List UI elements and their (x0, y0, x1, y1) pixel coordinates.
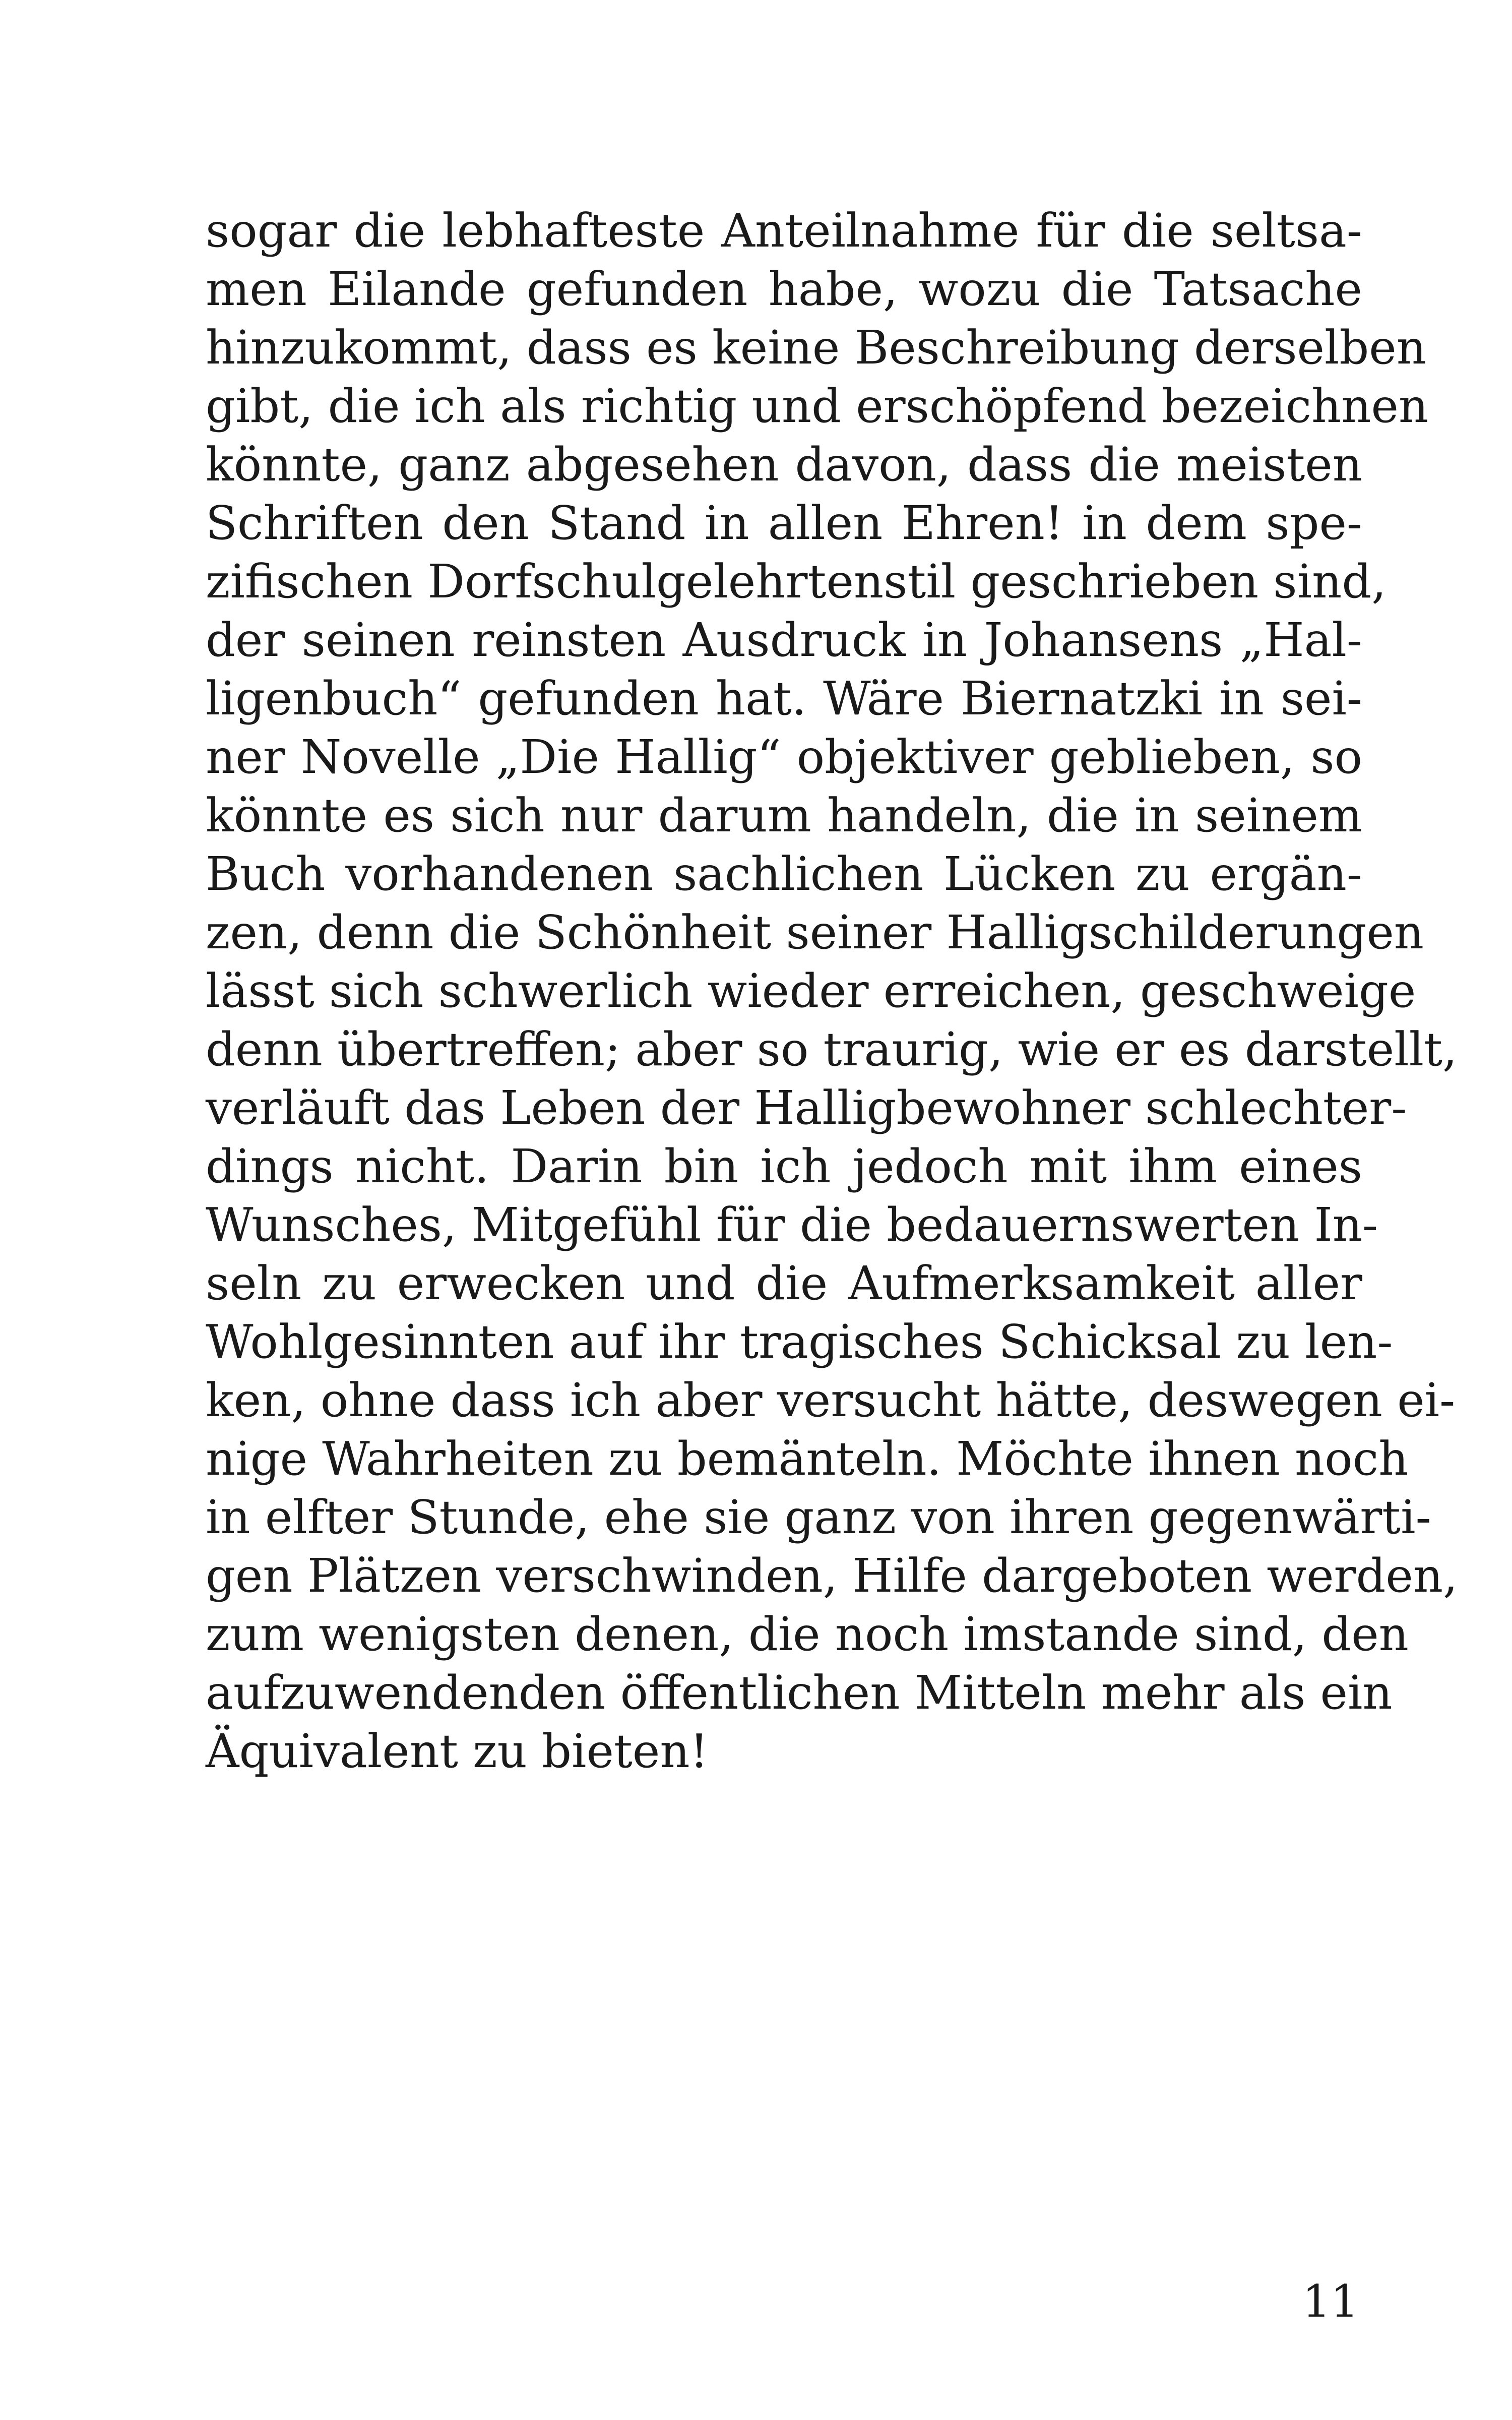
text-line: gen Plätzen verschwinden, Hilfe dargeboten werden, (206, 1549, 1458, 1603)
text-line: ligenbuch“ gefunden hat. Wäre Biernatzki in sei- (206, 672, 1362, 725)
text-line: Buch vorhandenen sachlichen Lücken zu ergän- (206, 847, 1362, 901)
text-line: aufzuwendenden öffentlichen Mitteln mehr als ein (206, 1666, 1393, 1720)
text-line: Wunsches, Mitgefühl für die bedauernswerten In- (206, 1198, 1378, 1252)
text-line: hinzukommt, dass es keine Beschreibung derselben (206, 321, 1427, 375)
text-line: sogar die lebhafteste Anteilnahme für die seltsa- (206, 204, 1362, 258)
text-line: seln zu erwecken und die Aufmerksamkeit aller (206, 1256, 1362, 1310)
text-line: Äquivalent zu bieten! (206, 1724, 709, 1778)
text-line: der seinen reinsten Ausdruck in Johansens „Hal- (206, 613, 1362, 667)
text-line: könnte, ganz abgesehen davon, dass die meisten (206, 438, 1362, 492)
text-line: in elfter Stunde, ehe sie ganz von ihren gegenwärti- (206, 1490, 1431, 1544)
text-line: zen, denn die Schönheit seiner Halligschilderungen (206, 905, 1424, 959)
text-line: gibt, die ich als richtig und erschöpfend bezeichnen (206, 379, 1429, 433)
text-line: dings nicht. Darin bin ich jedoch mit ihm eines (206, 1139, 1362, 1193)
body-text (206, 202, 1458, 1781)
text-line: Wohlgesinnten auf ihr tragisches Schicksal zu len- (206, 1315, 1393, 1369)
text-line: ner Novelle „Die Hallig“ objektiver geblieben, so (206, 730, 1362, 784)
text-line: zum wenigsten denen, die noch imstande sind, den (206, 1607, 1409, 1661)
text-line: verläuft das Leben der Halligbewohner schlechter- (206, 1081, 1407, 1135)
text-line: zifischen Dorfschulgelehrtenstil geschrieben sind, (206, 555, 1387, 609)
text-line: ken, ohne dass ich aber versucht hätte, deswegen ei- (206, 1373, 1456, 1427)
text-line: lässt sich schwerlich wieder erreichen, geschweige (206, 964, 1416, 1018)
text-line: denn übertreffen; aber so traurig, wie er es darstellt, (206, 1022, 1458, 1076)
text-line: könnte es sich nur darum handeln, die in seinem (206, 789, 1362, 842)
text-line: Schriften den Stand in allen Ehren! in dem spe- (206, 496, 1362, 550)
text-line: men Eilande gefunden habe, wozu die Tatsache (206, 262, 1362, 316)
page-number: 11 (1302, 2275, 1359, 2327)
text-line: nige Wahrheiten zu bemänteln. Möchte ihnen noch (206, 1432, 1409, 1486)
